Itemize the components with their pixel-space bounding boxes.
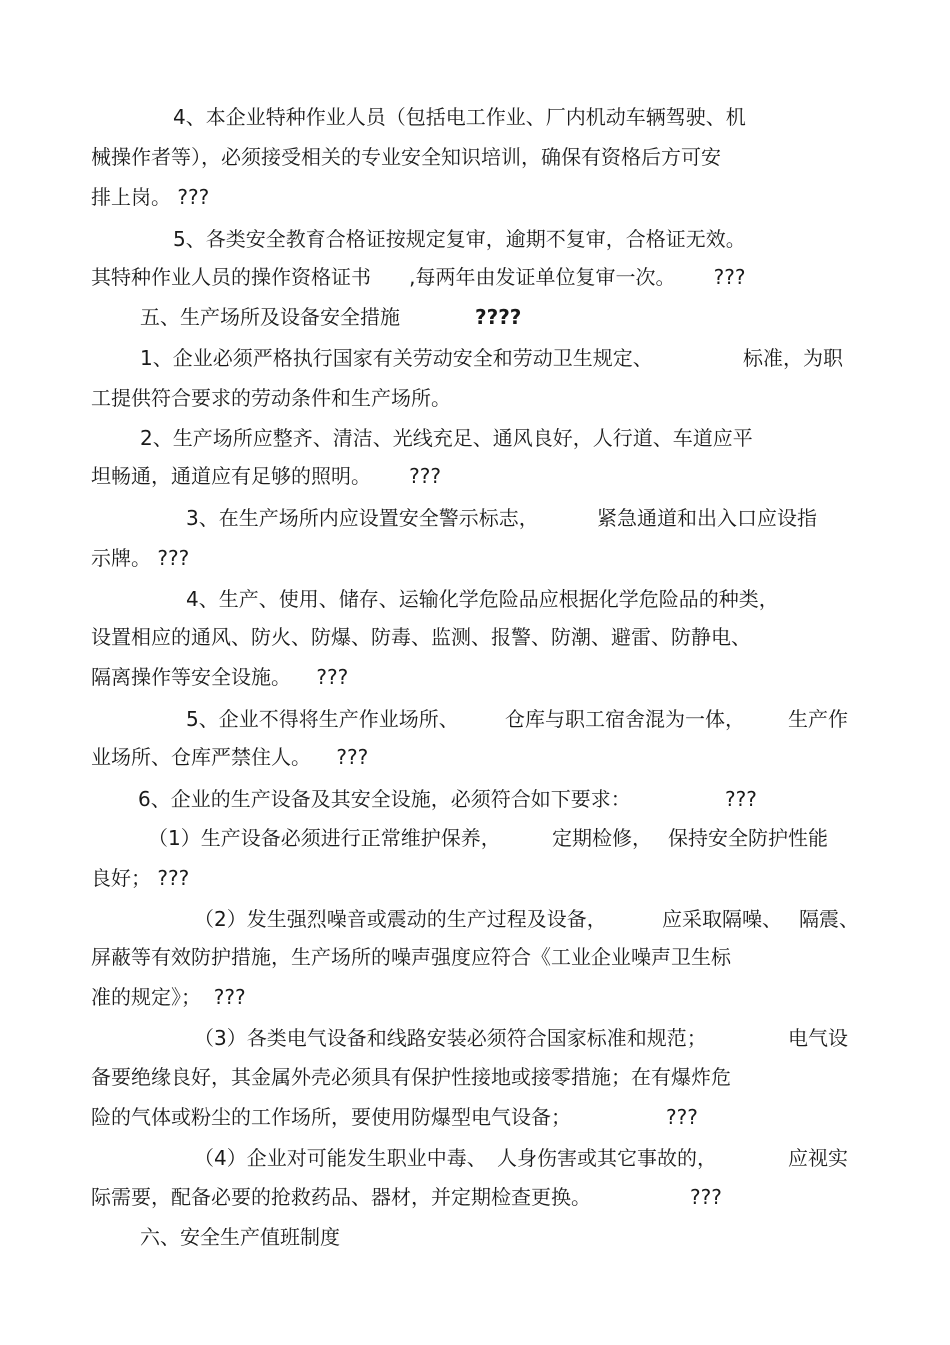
text-line: 隔震、 xyxy=(799,907,859,931)
text-line: 仓库与职工宿舍混为一体， xyxy=(505,707,745,731)
text-line: 4、生产、使用、储存、运输化学危险品应根据化学危险品的种类， xyxy=(186,587,779,611)
text-line: 示牌。 ??? xyxy=(91,546,190,570)
text-line: 其特种作业人员的操作资格证书 ,每两年由发证单位复审一次。 ??? xyxy=(91,265,746,289)
text-line: 屏蔽等有效防护措施，生产场所的噪声强度应符合《工业企业噪声卫生标 xyxy=(91,945,731,969)
text-line: 人身伤害或其它事故的， xyxy=(497,1146,717,1170)
text-line: 设置相应的通风、防火、防爆、防毒、监测、报警、防潮、避雷、防静电、 xyxy=(91,625,751,649)
text-line: 业场所、仓库严禁住人。 ??? xyxy=(91,745,369,769)
text-line: （2）发生强烈噪音或震动的生产过程及设备， xyxy=(194,907,607,931)
text-line: 5、企业不得将生产作业场所、 xyxy=(186,707,459,731)
text-line: 备要绝缘良好，其金属外壳必须具有保护性接地或接零措施；在有爆炸危 xyxy=(91,1065,731,1089)
text-line: 保持安全防护性能 xyxy=(668,826,828,850)
text-line: ??? xyxy=(690,1185,722,1209)
section-heading: 五、生产场所及设备安全措施 xyxy=(140,305,400,329)
text-line: 1、企业必须严格执行国家有关劳动安全和劳动卫生规定、 xyxy=(140,346,653,370)
text-line: 6、企业的生产设备及其安全设施，必须符合如下要求： xyxy=(138,787,631,811)
text-line: 应采取隔噪、 xyxy=(662,907,782,931)
text-line: 际需要，配备必要的抢救药品、器材，并定期检查更换。 xyxy=(91,1185,591,1209)
text-line: 隔离操作等安全设施。 ??? xyxy=(91,665,349,689)
text-line: （4）企业对可能发生职业中毒、 xyxy=(194,1146,487,1170)
text-line: （1）生产设备必须进行正常维护保养， xyxy=(148,826,501,850)
text-line: 2、生产场所应整齐、清洁、光线充足、通风良好，人行道、车道应平 xyxy=(140,426,753,450)
text-line: ??? xyxy=(666,1105,698,1129)
text-line: （3）各类电气设备和线路安装必须符合国家标准和规范； xyxy=(194,1026,707,1050)
text-line: 险的气体或粉尘的工作场所，要使用防爆型电气设备； xyxy=(91,1105,571,1129)
text-line: 排上岗。 ??? xyxy=(91,185,210,209)
text-line: ??? xyxy=(725,787,757,811)
text-line: 坦畅通，通道应有足够的照明。 ??? xyxy=(91,464,441,488)
text-line: 紧急通道和出入口应设指 xyxy=(597,506,817,530)
text-line: 工提供符合要求的劳动条件和生产场所。 xyxy=(91,386,451,410)
section-heading: 六、安全生产值班制度 xyxy=(140,1225,340,1249)
text-line: 准的规定》； ??? xyxy=(91,985,246,1009)
text-line: 3、在生产场所内应设置安全警示标志， xyxy=(186,506,539,530)
text-line: 应视实 xyxy=(788,1146,848,1170)
text-line: 标准，为职 xyxy=(743,346,843,370)
text-line: 械操作者等），必须接受相关的专业安全知识培训，确保有资格后方可安 xyxy=(91,145,721,169)
section-heading-marker: ???? xyxy=(475,305,522,329)
text-line: 电气设 xyxy=(788,1026,848,1050)
text-line: 4、本企业特种作业人员（包括电工作业、厂内机动车辆驾驶、机 xyxy=(173,105,746,129)
text-line: 定期检修， xyxy=(552,826,652,850)
text-line: 良好； ??? xyxy=(91,866,190,890)
text-line: 生产作 xyxy=(788,707,848,731)
text-line: 5、各类安全教育合格证按规定复审，逾期不复审，合格证无效。 xyxy=(173,227,746,251)
